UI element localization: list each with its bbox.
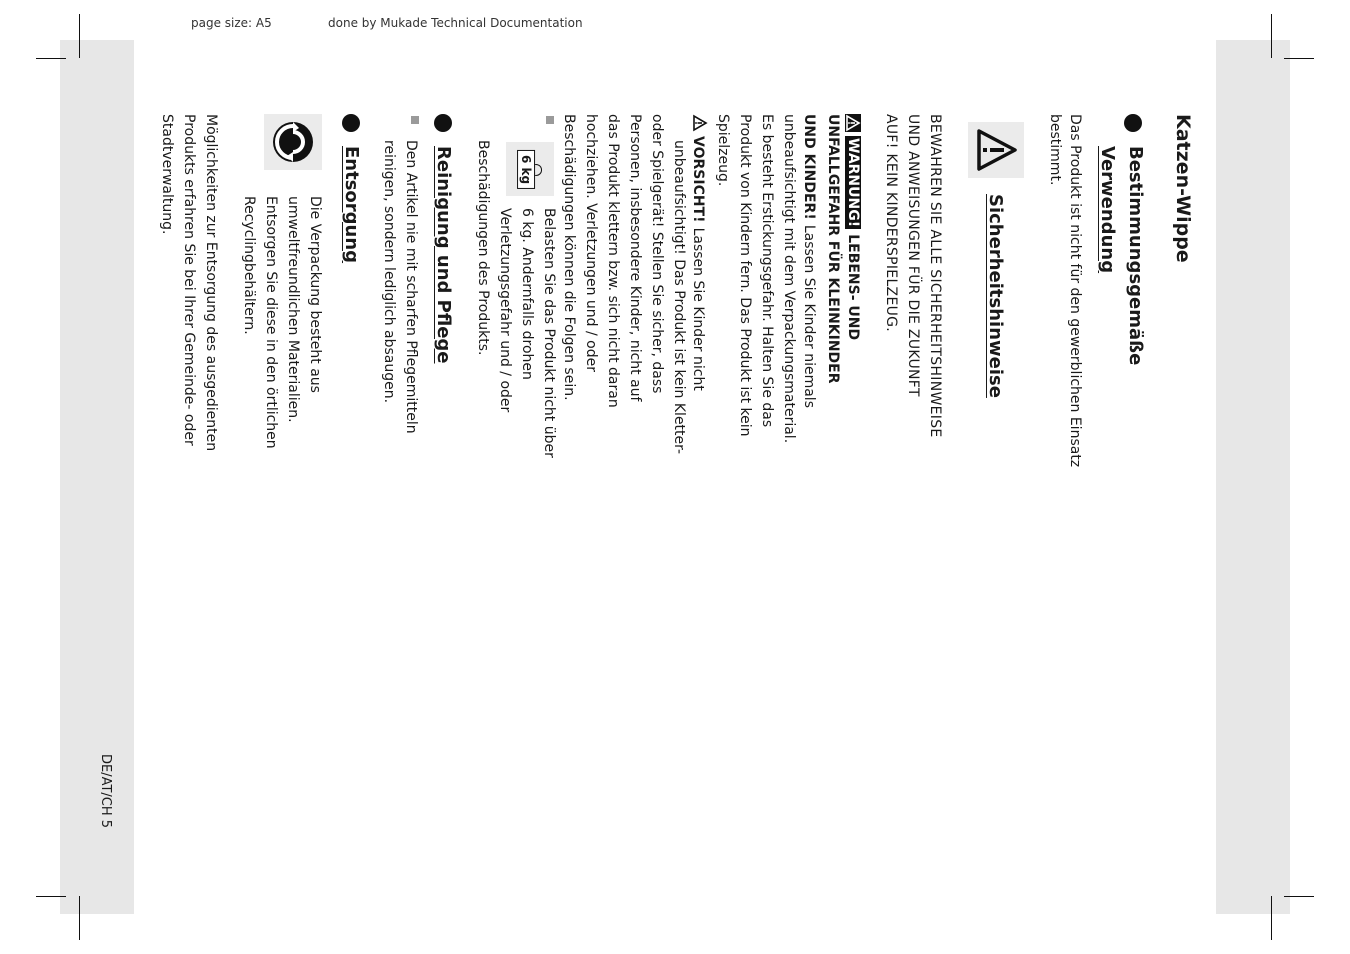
weight-6kg-icon: 6 kg [506,142,554,196]
warning-title-line1 [846,114,863,340]
packaging-line-2: umweltfreundlichen Materialien. [285,196,301,423]
care-line-1: Den Artikel nie mit scharfen Pflegemitteln [403,140,419,434]
warning-title-3: UND KINDER! [801,114,817,220]
disposal-info-1: Möglichkeiten zur Entsorgung des ausgedienten [203,114,219,452]
crop-mark [79,14,80,58]
load-line-2: 6 kg. Andernfalls drohen [519,208,535,380]
crop-mark [79,896,80,940]
crop-mark [1271,14,1272,58]
keep-instructions-1: BEWAHREN SIE ALLE SICHERHEITSHINWEISE [927,114,943,438]
warning-title-2: UNFALLGEFAHR FÜR KLEINKINDER [825,114,841,384]
caution-label: VORSICHT! [690,136,706,223]
list-square-bullet [546,116,554,124]
warning-line-5: Es besteht Erstickungsgefahr. Halten Sie das [759,114,775,428]
warning-line-7: Spielzeug. [715,114,731,187]
section-bullet [434,114,452,132]
caution-line-2: unbeaufsichtigt! Das Produkt ist kein Kletter- [671,140,687,455]
caution-line1-rest: Lassen Sie Kinder nicht [690,227,706,391]
done-by-label: done by Mukade Technical Documentation [328,16,583,30]
packaging-line-3: Entsorgen Sie diese in den örtlichen [263,196,279,449]
disposal-info-3: Stadtverwaltung. [159,114,175,235]
crop-mark [1284,896,1314,897]
intended-use-text-2: bestimmt. [1047,114,1063,186]
caution-line-7: Beschädigungen können die Folgen sein. [561,114,577,401]
caution-line-1 [689,114,708,391]
caution-line-3: oder Spielgerät! Stellen Sie sicher, dass [649,114,665,394]
warning-line-6: Produkt von Kindern fern. Das Produkt ist kein [737,114,753,437]
load-line-4: Beschädigungen des Produkts. [475,140,491,356]
packaging-line-1: Die Verpackung besteht aus [307,196,323,393]
caution-line-5: das Produkt klettern bzw. sich nicht daran [605,114,621,408]
safety-heading: Sicherheitshinweise [985,194,1006,398]
list-square-bullet [411,116,419,124]
packaging-line-4: Recyclingbehältern. [241,196,257,335]
page-title: Katzen-Wippe [1172,114,1194,263]
recycling-green-dot-icon [264,114,322,170]
warning-label: WARNUNG! [845,138,861,228]
section-bullet [342,114,360,132]
crop-mark [1271,896,1272,940]
care-line-2: reinigen, sondern lediglich absaugen. [381,140,397,404]
page-size-label: page size: A5 [191,16,272,30]
intended-use-heading-2: Verwendung [1097,146,1118,274]
care-heading: Reinigung und Pflege [433,146,454,364]
caution-triangle-icon [689,114,708,132]
disposal-heading: Entsorgung [341,146,362,264]
intended-use-text-1: Das Produkt ist nicht für den gewerblichen Einsatz [1067,114,1083,468]
intended-use-heading-1: Bestimmungsgemäße [1125,146,1146,366]
caution-line-6: hochziehen. Verletzungen und / oder [583,114,599,372]
crop-mark [36,896,66,897]
crop-mark [1284,58,1314,59]
right-margin-band [1216,40,1290,914]
warning-title-1: LEBENS- UND [845,234,861,341]
section-bullet [1124,114,1142,132]
caution-line-4: Personen, insbesondere Kinder, nicht auf [627,114,643,402]
disposal-info-2: Produkts erfahren Sie bei Ihrer Gemeinde- oder [181,114,197,446]
load-line-3: Verletzungsgefahr und / oder [497,208,513,413]
warning-line-4: unbeaufsichtigt mit dem Verpackungsmaterial. [781,114,797,444]
keep-instructions-2: UND ANWEISUNGEN FÜR DIE ZUKUNFT [905,114,921,397]
left-margin-band [60,40,134,914]
keep-instructions-3: AUF! KEIN KINDERSPIELZEUG. [883,114,899,333]
crop-mark [36,58,66,59]
page-number-label: DE/AT/CH 5 [98,754,113,829]
warning-line3-rest: Lassen Sie Kinder niemals [801,224,817,408]
warning-line-3 [802,114,818,408]
load-line-1: Belasten Sie das Produkt nicht über [541,208,557,458]
warning-small-icon [846,114,862,132]
warning-triangle-icon [968,122,1024,178]
